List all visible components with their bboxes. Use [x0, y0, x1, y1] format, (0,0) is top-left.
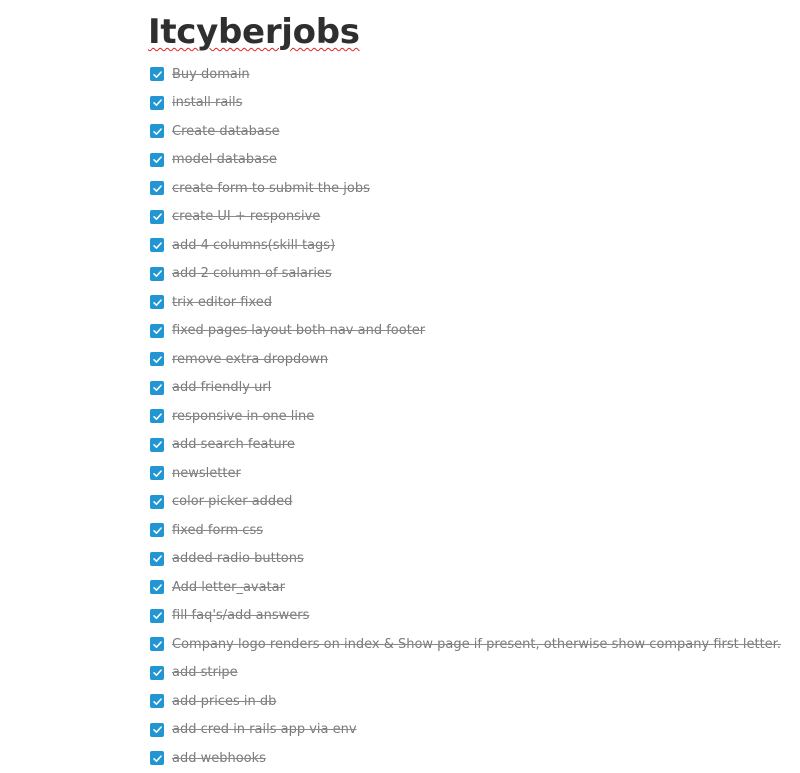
todo-label: Create database	[172, 123, 280, 139]
todo-item	[150, 545, 781, 574]
todo-checkbox[interactable]	[150, 751, 164, 765]
todo-label: create form to submit the jobs	[172, 180, 370, 196]
todo-label: responsive in one line	[172, 408, 315, 424]
checkmark-icon	[152, 724, 163, 735]
todo-item	[150, 516, 781, 545]
todo-checkbox[interactable]	[150, 409, 164, 423]
todo-item	[150, 374, 781, 403]
todo-checkbox[interactable]	[150, 723, 164, 737]
todo-label: create UI + responsive	[172, 209, 321, 225]
todo-item	[150, 117, 781, 146]
todo-label: trix editor fixed	[172, 294, 273, 310]
todo-item	[150, 231, 781, 260]
todo-item	[150, 203, 781, 232]
todo-item	[150, 716, 781, 745]
todo-item	[150, 146, 781, 175]
todo-label: color picker added	[172, 494, 293, 510]
todo-checkbox[interactable]	[150, 438, 164, 452]
todo-label: fixed pages layout both nav and footer	[172, 323, 426, 339]
todo-checkbox[interactable]	[150, 324, 164, 338]
todo-label: added radio buttons	[172, 551, 304, 567]
todo-label: add cred in rails app via env	[172, 722, 357, 738]
checkmark-icon	[152, 553, 163, 564]
todo-checkbox[interactable]	[150, 153, 164, 167]
checkmark-icon	[152, 154, 163, 165]
todo-label: add friendly url	[172, 380, 272, 396]
todo-checkbox[interactable]	[150, 552, 164, 566]
todo-item	[150, 431, 781, 460]
todo-item	[150, 260, 781, 289]
todo-item	[150, 687, 781, 716]
todo-checkbox[interactable]	[150, 666, 164, 680]
todo-item	[150, 488, 781, 517]
todo-item	[150, 288, 781, 317]
checkmark-icon	[152, 439, 163, 450]
todo-label: fill faq's/add answers	[172, 608, 310, 624]
todo-label: Add letter_avatar	[172, 579, 285, 595]
todo-label: add webhooks	[172, 750, 266, 766]
checkmark-icon	[152, 610, 163, 621]
checkmark-icon	[152, 240, 163, 251]
todo-item	[150, 459, 781, 488]
todo-label: remove extra dropdown	[172, 351, 329, 367]
checkmark-icon	[152, 97, 163, 108]
todo-label: newsletter	[172, 465, 241, 481]
todo-item	[150, 659, 781, 688]
todo-item	[150, 345, 781, 374]
todo-item	[150, 602, 781, 631]
todo-label: fixed form css	[172, 522, 263, 538]
todo-item	[150, 89, 781, 118]
todo-label: add prices in db	[172, 693, 277, 709]
checkmark-icon	[152, 354, 163, 365]
todo-checkbox[interactable]	[150, 609, 164, 623]
checkmark-icon	[152, 696, 163, 707]
todo-list	[150, 60, 781, 773]
checkmark-icon	[152, 496, 163, 507]
todo-checkbox[interactable]	[150, 637, 164, 651]
page-title: Itcyberjobs	[148, 12, 360, 52]
todo-checkbox[interactable]	[150, 210, 164, 224]
todo-checkbox[interactable]	[150, 466, 164, 480]
todo-item	[150, 60, 781, 89]
checkmark-icon	[152, 468, 163, 479]
checkmark-icon	[152, 69, 163, 80]
todo-label: Company logo renders on index & Show page if present, otherwise show company first letter.	[172, 636, 781, 652]
todo-item	[150, 630, 781, 659]
todo-checkbox[interactable]	[150, 694, 164, 708]
todo-item	[150, 174, 781, 203]
todo-checkbox[interactable]	[150, 267, 164, 281]
todo-item	[150, 573, 781, 602]
todo-label: install rails	[172, 95, 243, 111]
todo-checkbox[interactable]	[150, 67, 164, 81]
checkmark-icon	[152, 667, 163, 678]
checkmark-icon	[152, 582, 163, 593]
todo-checkbox[interactable]	[150, 580, 164, 594]
checkmark-icon	[152, 268, 163, 279]
todo-label: add 2 column of salaries	[172, 266, 332, 282]
todo-label: Buy domain	[172, 66, 250, 82]
todo-label: add 4 columns(skill tags)	[172, 237, 336, 253]
checkmark-icon	[152, 325, 163, 336]
todo-item	[150, 744, 781, 773]
checkmark-icon	[152, 211, 163, 222]
todo-checkbox[interactable]	[150, 238, 164, 252]
todo-label: add stripe	[172, 665, 238, 681]
checkmark-icon	[152, 753, 163, 764]
checkmark-icon	[152, 382, 163, 393]
todo-checkbox[interactable]	[150, 96, 164, 110]
todo-label: model database	[172, 152, 277, 168]
checkmark-icon	[152, 639, 163, 650]
todo-checkbox[interactable]	[150, 124, 164, 138]
todo-checkbox[interactable]	[150, 523, 164, 537]
todo-item	[150, 402, 781, 431]
todo-label: add search feature	[172, 437, 295, 453]
todo-checkbox[interactable]	[150, 352, 164, 366]
checkmark-icon	[152, 126, 163, 137]
todo-checkbox[interactable]	[150, 495, 164, 509]
todo-checkbox[interactable]	[150, 181, 164, 195]
todo-checkbox[interactable]	[150, 295, 164, 309]
checkmark-icon	[152, 411, 163, 422]
todo-checkbox[interactable]	[150, 381, 164, 395]
checkmark-icon	[152, 525, 163, 536]
checkmark-icon	[152, 297, 163, 308]
todo-item	[150, 317, 781, 346]
checkmark-icon	[152, 183, 163, 194]
